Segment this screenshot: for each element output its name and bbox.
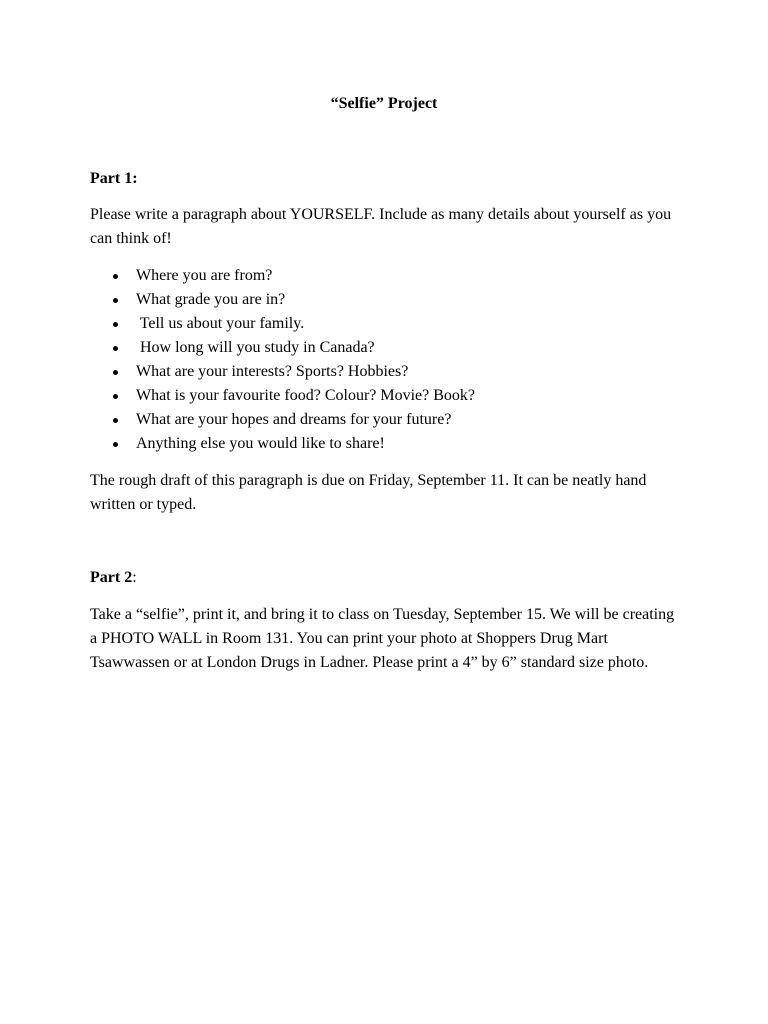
bullet-icon [113, 274, 118, 279]
part1-bullet-list [90, 264, 475, 456]
list-item-text: What is your favourite food? Colour? Movie? Book? [136, 387, 476, 404]
part1-due-paragraph: The rough draft of this paragraph is due on Friday, September 11. It can be neatly hand written or typed. [90, 472, 647, 513]
bullet-icon [113, 394, 118, 399]
bullet-icon [113, 346, 118, 351]
list-item [90, 384, 475, 408]
list-item-text: What are your hopes and dreams for your future? [136, 411, 452, 428]
document-title: “Selfie” Project [330, 95, 438, 112]
part1-intro: Please write a paragraph about YOURSELF. Include as many details about yourself as you can think of! [90, 206, 672, 247]
list-item [90, 288, 475, 312]
list-item-text: Tell us about your family. [136, 315, 305, 332]
part2-heading-text: Part 2 [90, 569, 133, 586]
bullet-icon [113, 370, 118, 375]
part1-heading-text: Part 1: [90, 170, 138, 187]
part2-heading-colon: : [132, 569, 137, 586]
bullet-icon [113, 442, 118, 447]
part2-body: Take a “selfie”, print it, and bring it to class on Tuesday, September 15. We will be creating a PHOTO WALL in Room 131. You can print your photo at Shoppers Drug Mart Tsawwassen or at London Drugs in Ladner. Please print a 4” by 6” standard size photo. [90, 606, 675, 671]
list-item-text: Where you are from? [136, 267, 273, 284]
bullet-icon [113, 298, 118, 303]
list-item-text: How long will you study in Canada? [136, 339, 375, 356]
list-item [90, 360, 475, 384]
part2-heading [90, 567, 137, 589]
list-item [90, 264, 475, 288]
list-item-text: What are your interests? Sports? Hobbies? [136, 363, 409, 380]
list-item [90, 408, 475, 432]
list-item [90, 432, 475, 456]
list-item-text: Anything else you would like to share! [136, 435, 385, 452]
list-item [90, 312, 475, 336]
bullet-icon [113, 418, 118, 423]
bullet-icon [113, 322, 118, 327]
list-item [90, 336, 475, 360]
part1-heading [90, 168, 138, 190]
list-item-text: What grade you are in? [136, 291, 286, 308]
